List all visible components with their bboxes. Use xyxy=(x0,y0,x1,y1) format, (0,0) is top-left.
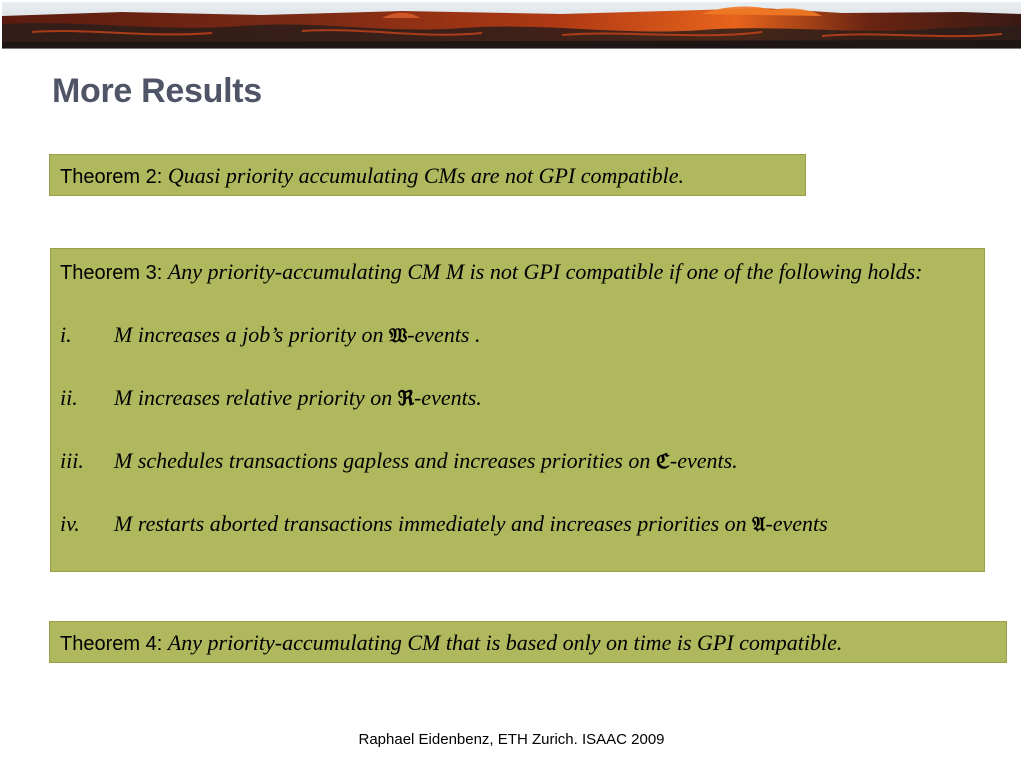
condition-text-before: M schedules transactions gapless and increases priorities on xyxy=(114,448,656,473)
condition-text-after: -events xyxy=(765,511,828,536)
lava-banner-image xyxy=(2,2,1021,49)
r-event-symbol: ℜ xyxy=(397,386,414,410)
condition-text-before: M increases relative priority on xyxy=(114,385,398,410)
theorem-3-label: Theorem 3 xyxy=(60,262,157,284)
slide-footer: Raphael Eidenbenz, ETH Zurich. ISAAC 2009 xyxy=(358,731,665,748)
theorem-3-header xyxy=(60,256,974,290)
theorem-4-separator: : xyxy=(156,633,168,655)
condition-text-before: M increases a job’s priority on xyxy=(114,322,389,347)
theorem-2-box xyxy=(49,154,806,196)
theorem-3-conditions-list xyxy=(60,318,974,541)
condition-text xyxy=(114,381,482,415)
w-event-symbol: 𝔚 xyxy=(389,323,408,347)
theorem-2-label: Theorem 2 xyxy=(60,166,157,188)
c-event-symbol: ℭ xyxy=(655,449,670,473)
condition-item xyxy=(60,507,974,541)
theorem-4-box xyxy=(49,621,1007,663)
condition-number: iv. xyxy=(60,511,80,536)
condition-number: iii. xyxy=(60,448,84,473)
slide-title: More Results xyxy=(52,72,262,110)
theorem-2-separator: : xyxy=(156,166,168,188)
theorem-3-intro: Any priority-accumulating CM M is not GPI compatible if one of the following holds: xyxy=(167,259,923,284)
condition-item xyxy=(60,381,974,415)
condition-text-after: -events. xyxy=(669,448,738,473)
condition-text-after: -events. xyxy=(413,385,482,410)
condition-item xyxy=(60,318,974,352)
condition-number: ii. xyxy=(60,385,78,410)
theorem-4-statement: Any priority-accumulating CM that is based only on time is GPI compatible. xyxy=(167,630,843,655)
condition-text-before: M restarts aborted transactions immediately and increases priorities on xyxy=(114,511,753,536)
condition-item xyxy=(60,444,974,478)
condition-number: i. xyxy=(60,322,72,347)
condition-text xyxy=(114,444,738,478)
theorem-4-label: Theorem 4 xyxy=(60,633,157,655)
condition-text-after: -events . xyxy=(407,322,481,347)
theorem-3-box xyxy=(50,248,985,572)
a-event-symbol: 𝔄 xyxy=(752,512,766,536)
theorem-2-statement: Quasi priority accumulating CMs are not GPI compatible. xyxy=(167,163,684,188)
theorem-3-separator: : xyxy=(156,262,168,284)
condition-text xyxy=(114,507,828,541)
condition-text xyxy=(114,318,481,352)
